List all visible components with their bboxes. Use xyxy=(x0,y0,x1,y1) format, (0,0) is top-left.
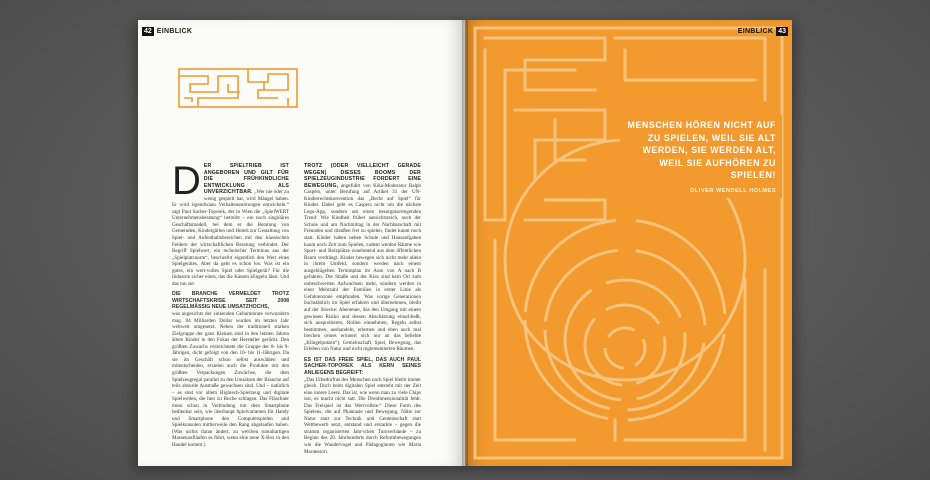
right-page-number: 43 xyxy=(778,28,786,35)
quote-text: MENSCHEN HÖREN NICHT AUF ZU SPIELEN, WEIL SIE ALT WERDEN, SIE WERDEN ALT, WEIL SIE AUFHÖREN ZU SPIELEN! xyxy=(627,120,776,180)
pull-quote xyxy=(620,115,782,198)
small-maze-graphic xyxy=(178,68,298,108)
magazine-spine xyxy=(462,20,468,466)
drop-cap: D xyxy=(172,159,201,203)
column2-subheading: ES IST DAS FREIE SPIEL, DAS AUCH PAUL SACHER-TOPOREK ALS KERN SEINES ANLIEGENS BEGREIFT: xyxy=(304,356,421,376)
column2-paragraph-2: „Das Urbedürfnis des Menschen nach Spiel bleibt immer gleich. Doch beim digitalen Spiel entsteht mir der Zeit eine innere Leere. Das ist, wie wenn man zu viele Chips isst, es macht nicht satt. Die Dreidimensionalität fehlt. Das Freispiel ist das Wertvollste.“ Diese Form des Spielens, die auf Phantasie und Bewegung, Nähe zur Natur statt zur Technik und Gemeinschaft statt Wettbewerb setzt, entstand und erstarkte – gegen die stramm organisierten Jahr-ichen Turnverbände – zu Beginn des 20. Jahrhunderts durch Reformbewegungen wie die Wandervogel und Pädagoginnen wie Maria Montessori. xyxy=(304,376,421,455)
column2-paragraph-1: angeführt von Kika-Moderator Ralph Caspers, unter Berufung auf Artikel 31 der UN-Kinderrechtskonvention das „Recht auf Spiel“ für Kinder. Dabei geht es Caspers nicht um die nächste Lego-App, sondern um einen besorgniserregenden Trend: Wie Kindheit früher aussichtsreich, noch der Schule und am Nachmittag in der Nachbarschaft mit Freunden und draußen frei zu spielen, findet kaum noch statt. Kinder haben neben Schule und Hausaufgaben kaum noch Zeit zum Spielen, zudem werden Räume wie Sport- und Bolzplätze zunehmend aus dem öffentlichen Raum verdrängt. Kinder bewegen sich nicht mehr allein in ihrem Umfeld, sondern werden nach einem ausgeklügelten Terminplan im Auto von A nach B gefahren. Die Straße und der Kiez sind kein Ort zum unbeschwerten Aufwachsen mehr, sondern werden in einer Mehrzahl der Familien in erster Linie als Gefahrenzone empfunden. Was vorige Generationen buchstäblich im Spiel erfahren und übernehmen, bleibt auf der Strecke: Abenteuer, das den Umgang mit einem gewissen Risiko und dessen Abschätzung einschließt, sich ausprobieren, Rollen einnehmen, Regeln selbst bestimmen, aushandeln, erlernen und eben auch mal brechen (eines erinnert sich nur an das beliebte „Klingelputzen“), Gemeinschaft, Spiel, Bewegung, das Erleben von Natur und nicht reglementierten Räumen. xyxy=(304,182,421,353)
left-page xyxy=(138,20,465,466)
text-column-1 xyxy=(172,159,289,449)
right-page-header xyxy=(735,28,788,35)
column2-lead: TROTZ (ODER VIELLEICHT GERADE WEGEN) DIESES BOOMS DER SPIELZEUGINDUSTRIE FORDERT EINE BEWEGUNG, xyxy=(304,163,421,189)
left-section-label: EINBLICK xyxy=(156,28,193,35)
quote-author: OLIVER WENDELL HOLMES xyxy=(690,187,776,194)
column1-subheading: DIE BRANCHE VERMELDET TROTZ WIRTSCHAFTSKRISE SEIT 2008 REGELMÄSSIG NEUE UMSATZHOCHS, xyxy=(172,291,289,311)
right-section-label: EINBLICK xyxy=(737,28,774,35)
left-page-number: 42 xyxy=(144,28,152,35)
labyrinth-illustration xyxy=(465,20,792,466)
left-page-header xyxy=(142,28,195,35)
text-column-2 xyxy=(304,163,421,455)
column1-lead: ER SPIELTRIEB IST ANGEBOREN UND GILT FÜR DIE FRÜHKINDLICHE ENTWICKLUNG ALS UNVERZICHTBAR. xyxy=(203,163,289,196)
column1-paragraph-1: „Wer nie oder zu wenig gespielt hat, wird Mängel haben. Er wird irgendwann Verhaltensstörungen entwickeln.“ sagt Paul Sacher-Toporek, der in Wien die „SpielWERT Unternehmensberatung“ betreibt – ein noch singuläres Geschäftsmodell, bei dem er die Beratung von Gemeinden, Kindergärten und Hotels zur Gestaltung von Spiel- und Aufenthaltsbereichen mit den klassischen Feldern der wirtschaftlichen Beratung verbindet. Der Begriff Spielwert, ein technischer Terminus aus der „Spielplatznorm“, beschreibt eigentlich den Wert eines Spielgerätes. Aber da geht es schon los: Was ist ein gutes, ein wert-volles Spiel oder Spielgerät? Für die Industrie sicher eines, das die Kassen klingeln lässt. Und das tun sie: xyxy=(172,189,289,287)
column1-paragraph-2: was angesichts der sinkenden Geburtenrate verwundern mag. 84 Milliarden Dollar wurden im letzten Jahr weltweit umgesetzt. Neben der traditionell starken Zielgruppe der ganz Kleinen sind in den letzten Jahren ältere Kinder in den Fokus der Hersteller gerückt. Den größten Zuwachs verzeichnete die Gruppe der 8- bis 9-Jährigen, dicht gefolgt von den 10- bis 11-Jährigen. Da sie im Geschäft schon selbst auswählen und mitentscheiden, erzielen auch die Produkte mit den größten Verpackungen Zuwächse, die dem Spielzeugregal parallel zu den Umsätzen der Branche auf teils absurde Ausmaße gewachsen sind. Und – natürlich – es sind vor allem Hightech-Spielzeug und digitale Spielwelten, die hier zu Buche schlagen. Das Fläschner muss schon in Verbindung mit dem Smartphone bedienbar sein, wie überhaupt Spielvarianten für Handy und Smartphone den Computerspielen und Spielkonsolen mittlerweile den Rang abgelaufen haben. (Was nichts daran ändert, zu welchen tumultartigen Massenaufläufen es führt, wenn eine neue X-Box in den Handel kommt.) xyxy=(172,311,289,448)
right-page xyxy=(465,20,792,466)
